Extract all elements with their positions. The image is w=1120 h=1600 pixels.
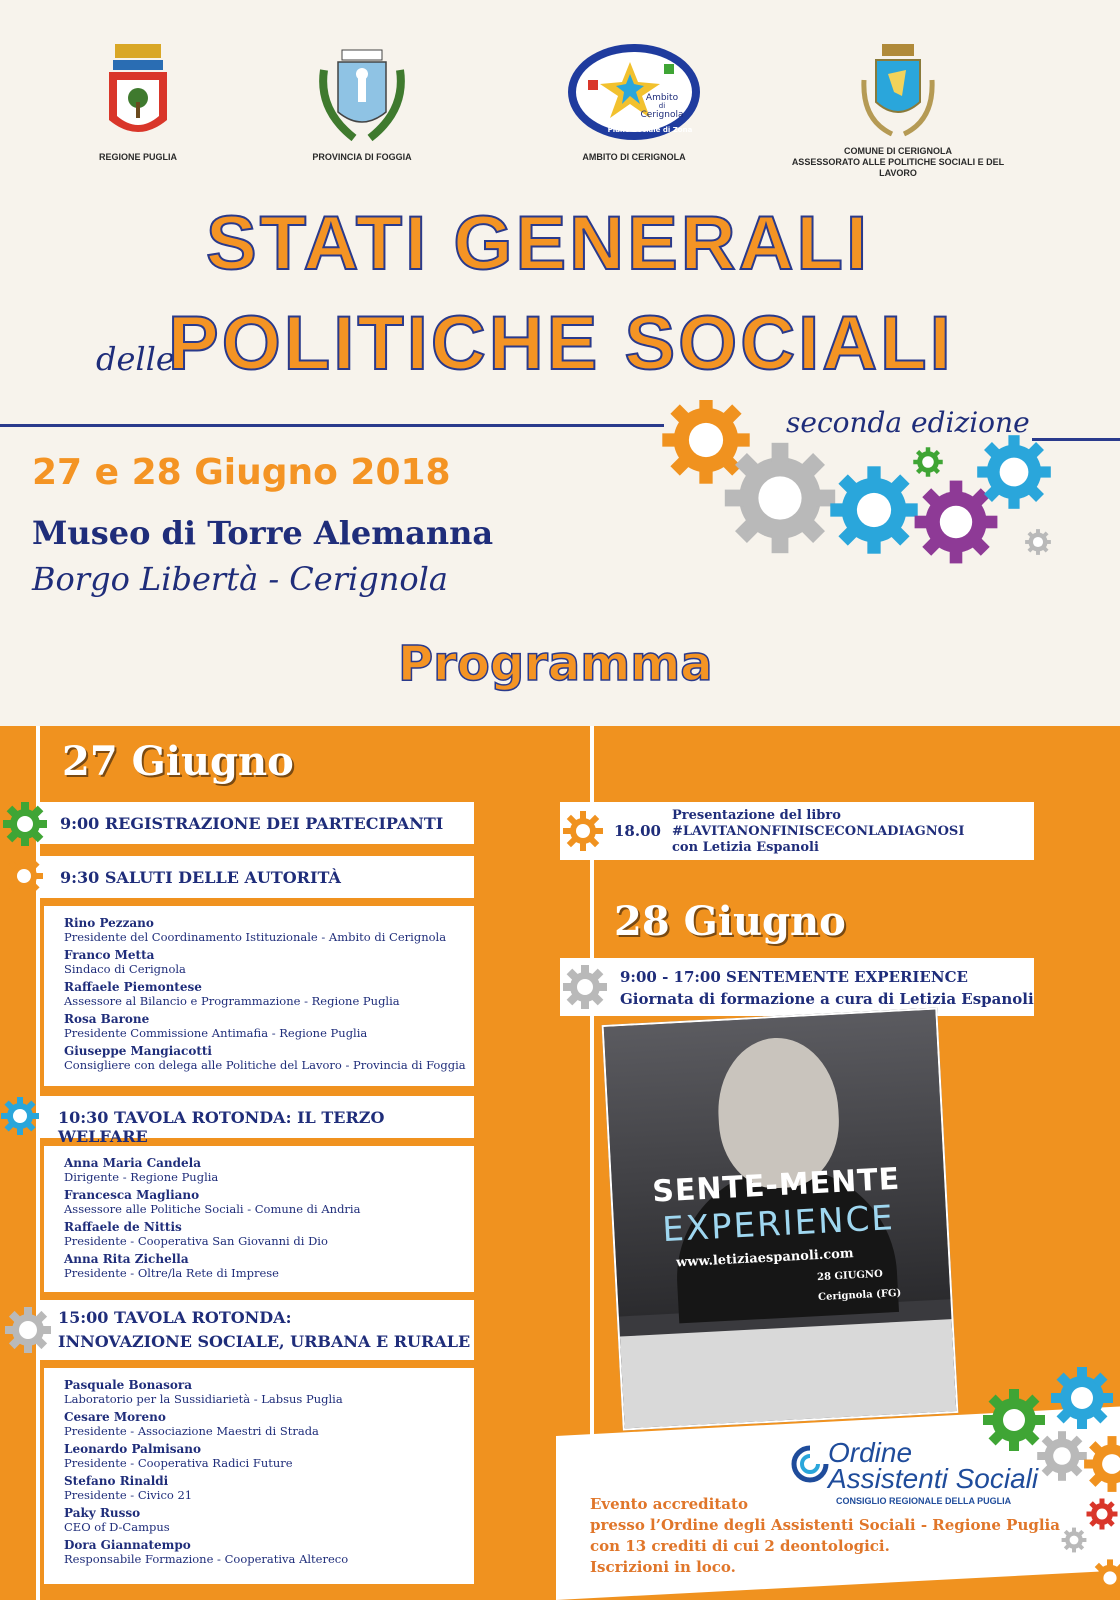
logo-caption: AMBITO DI CERIGNOLA xyxy=(582,152,686,162)
speaker-name: Franco Metta xyxy=(64,948,155,962)
logo-provincia-foggia xyxy=(252,40,472,163)
poster-footer xyxy=(620,1319,957,1430)
logo-caption: COMUNE DI CERIGNOLA xyxy=(844,146,952,156)
gear-orange-icon xyxy=(4,856,44,896)
speaker xyxy=(64,1044,466,1072)
title-line-1: STATI GENERALI xyxy=(206,201,871,286)
speaker-name: Stefano Rinaldi xyxy=(64,1474,169,1488)
sentemente-poster xyxy=(602,1007,959,1430)
provincia-foggia-emblem-icon xyxy=(314,40,410,146)
speaker-role: Sindaco di Cerignola xyxy=(64,962,186,976)
agenda-heading-line2: INNOVAZIONE SOCIALE, URBANA E RURALE xyxy=(58,1332,471,1351)
speaker-role: Presidente - Associazione Maestri di Strada xyxy=(64,1424,319,1438)
accreditation-line3: con 13 crediti di cui 2 deontologici. xyxy=(590,1537,890,1555)
speaker xyxy=(64,1538,348,1566)
edition-label: seconda edizione xyxy=(786,406,1030,439)
speaker-name: Giuseppe Mangiacotti xyxy=(64,1044,212,1058)
title-prefix: delle xyxy=(96,340,175,378)
speaker xyxy=(64,980,466,1008)
speaker xyxy=(64,1252,360,1280)
speaker-name: Raffaele Piemontese xyxy=(64,980,202,994)
agenda-heading: 9:00 REGISTRAZIONE DEI PARTECIPANTI xyxy=(60,814,444,833)
speaker-role: Presidente del Coordinamento Istituzionale - Ambito di Cerignola xyxy=(64,930,447,944)
speaker-name: Leonardo Palmisano xyxy=(64,1442,202,1456)
speaker-name: Anna Maria Candela xyxy=(64,1156,202,1170)
ordine-title-line1: Ordine xyxy=(828,1437,913,1468)
agenda-heading: 9:30 SALUTI DELLE AUTORITÀ xyxy=(60,868,341,887)
speaker-list xyxy=(64,1378,348,1570)
event-venue: Museo di Torre Alemanna xyxy=(32,514,494,552)
speaker xyxy=(64,1474,348,1502)
day2-line1: 9:00 - 17:00 SENTEMENTE EXPERIENCE xyxy=(620,968,968,986)
logo-ambito-cerignola xyxy=(524,40,744,163)
speaker-name: Pasquale Bonasora xyxy=(64,1378,192,1392)
speaker-list xyxy=(64,1156,360,1284)
speaker-role: Assessore alle Politiche Sociali - Comune di Andria xyxy=(64,1202,361,1216)
speaker-role: Presidente - Oltre/la Rete di Imprese xyxy=(64,1266,279,1280)
agenda-heading-line1: 15:00 TAVOLA ROTONDA: xyxy=(58,1308,292,1327)
speakers-box xyxy=(40,1368,474,1584)
speaker-role: Presidente Commissione Antimafia - Regione Puglia xyxy=(64,1026,368,1040)
speaker xyxy=(64,1410,348,1438)
accreditation-line4: Iscrizioni in loco. xyxy=(590,1558,736,1576)
speaker-role: CEO of D-Campus xyxy=(64,1520,170,1534)
speaker-role: Presidente - Civico 21 xyxy=(64,1488,193,1502)
speaker-name: Raffaele de Nittis xyxy=(64,1220,182,1234)
agenda-heading: 10:30 TAVOLA ROTONDA: IL TERZO WELFARE xyxy=(58,1108,385,1146)
agenda-item xyxy=(0,1300,474,1360)
day1-title: 27 Giugno xyxy=(62,738,294,785)
speaker-role: Dirigente - Regione Puglia xyxy=(64,1170,219,1184)
poster-date: 28 GIUGNO xyxy=(816,1268,884,1284)
accreditation-line2: presso l’Ordine degli Assistenti Sociali - Regione Puglia xyxy=(590,1516,1060,1534)
speaker xyxy=(64,1378,348,1406)
ordine-subtitle: CONSIGLIO REGIONALE DELLA PUGLIA xyxy=(836,1496,1012,1506)
gears-cluster-icon xyxy=(660,400,1100,600)
speaker-role: Responsabile Formazione - Cooperativa Altereco xyxy=(64,1552,349,1566)
day2-line2: Giornata di formazione a cura di Letizia Espanoli xyxy=(620,990,1034,1008)
speaker-name: Dora Giannatempo xyxy=(64,1538,191,1552)
evening-line2: #LAVITANONFINISCECONLADIAGNOSI xyxy=(672,824,965,839)
poster-url: www.letiziaespanoli.com xyxy=(675,1246,854,1271)
speaker-name: Cesare Moreno xyxy=(64,1410,166,1424)
logo-regione-puglia xyxy=(28,40,248,163)
badge-line1: Ambito xyxy=(645,93,679,103)
speaker xyxy=(64,1188,360,1216)
day2-title: 28 Giugno xyxy=(614,898,846,945)
logo-caption: PROVINCIA DI FOGGIA xyxy=(312,152,412,162)
speaker xyxy=(64,1220,360,1248)
poster-city: Cerignola (FG) xyxy=(817,1287,902,1304)
agenda-item xyxy=(0,856,474,898)
regione-puglia-emblem-icon xyxy=(103,40,173,146)
speaker-name: Francesca Magliano xyxy=(64,1188,200,1202)
divider-left xyxy=(0,424,664,427)
gear-green-icon xyxy=(2,802,48,846)
gear-grey-icon xyxy=(4,1306,52,1354)
title-line-2: POLITICHE SOCIALI xyxy=(168,301,954,386)
accreditation-line1: Evento accreditato xyxy=(590,1495,748,1513)
speakers-box xyxy=(40,1146,474,1292)
badge-line2: di xyxy=(658,102,666,110)
speaker xyxy=(64,948,466,976)
logo-caption-2: ASSESSORATO ALLE POLITICHE SOCIALI E DEL LAVORO xyxy=(791,157,1005,178)
gear-blue-icon xyxy=(0,1096,40,1136)
logo-caption: REGIONE PUGLIA xyxy=(98,152,177,162)
programme-heading: Programma xyxy=(398,636,713,692)
speaker-role: Presidente - Cooperativa Radici Future xyxy=(64,1456,293,1470)
evening-line3: con Letizia Espanoli xyxy=(672,840,819,855)
comune-cerignola-emblem-icon xyxy=(858,40,938,140)
gears-bottom-icon xyxy=(970,1364,1120,1600)
speaker-role: Consigliere con delega alle Politiche del Lavoro - Provincia di Foggia xyxy=(64,1058,466,1072)
speaker xyxy=(64,1156,360,1184)
badge-ring: Piano Sociale di Zona xyxy=(607,126,693,134)
speaker xyxy=(64,916,466,944)
ordine-logo-icon xyxy=(790,1444,830,1484)
speaker xyxy=(64,1012,466,1040)
badge-line3: Cerignola xyxy=(640,110,684,120)
speaker xyxy=(64,1506,348,1534)
gear-orange-icon xyxy=(562,810,604,852)
speaker xyxy=(64,1442,348,1470)
agenda-item xyxy=(0,802,474,844)
speakers-box xyxy=(40,906,474,1086)
logo-comune-cerignola xyxy=(788,40,1008,179)
evening-time: 18.00 xyxy=(614,822,661,840)
evening-event xyxy=(560,802,1034,860)
poster-title: SENTE-MENTE xyxy=(651,1161,902,1210)
speaker-list xyxy=(64,916,466,1076)
ordine-title-line2: Assistenti Sociali xyxy=(828,1463,1039,1494)
ambito-cerignola-logo-icon xyxy=(564,40,704,146)
speaker-role: Presidente - Cooperativa San Giovanni di Dio xyxy=(64,1234,328,1248)
evening-line1: Presentazione del libro xyxy=(672,808,841,823)
gear-grey-icon xyxy=(562,964,608,1010)
speaker-name: Paky Russo xyxy=(64,1506,141,1520)
speaker-role: Laboratorio per la Sussidiarietà - Labsus Puglia xyxy=(64,1392,343,1406)
event-dates: 27 e 28 Giugno 2018 xyxy=(32,452,451,493)
speaker-name: Rosa Barone xyxy=(64,1012,150,1026)
speaker-name: Rino Pezzano xyxy=(64,916,154,930)
event-place: Borgo Libertà - Cerignola xyxy=(32,560,448,598)
poster-subtitle: EXPERIENCE xyxy=(661,1198,896,1251)
agenda-item xyxy=(0,1096,474,1146)
day2-event xyxy=(560,958,1034,1016)
speaker-name: Anna Rita Zichella xyxy=(64,1252,189,1266)
speaker-role: Assessore al Bilancio e Programmazione - Regione Puglia xyxy=(64,994,400,1008)
